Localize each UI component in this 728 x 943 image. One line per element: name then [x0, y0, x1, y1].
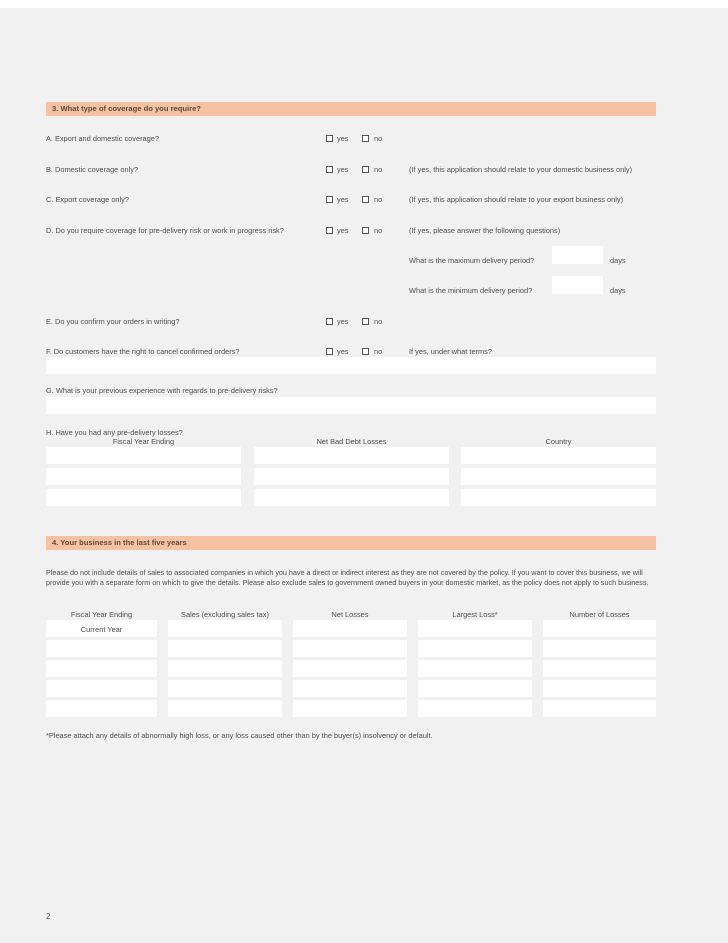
h-row2-fiscal-year-input[interactable]: [46, 468, 241, 485]
a-yes-label: yes: [337, 134, 349, 143]
question-f: F. Do customers have the right to cancel confirmed orders?: [46, 347, 240, 356]
table-row-2-fiscal-year-input[interactable]: [46, 640, 157, 657]
f-yes-checkbox[interactable]: [326, 348, 333, 355]
c-no-checkbox[interactable]: [362, 196, 369, 203]
min-delivery-days: days: [610, 286, 626, 295]
section-4-title: 4. Your business in the last five years: [52, 538, 187, 547]
question-e: E. Do you confirm your orders in writing?: [46, 317, 180, 326]
table-row-4-largest-loss-input[interactable]: [418, 680, 532, 697]
h-row1-country-input[interactable]: [461, 447, 656, 464]
current-year-label: Current Year: [80, 625, 123, 634]
h-row1-fiscal-year-input[interactable]: [46, 447, 241, 464]
table-row-3-largest-loss-input[interactable]: [418, 660, 532, 677]
page-number: 2: [46, 912, 51, 921]
b-no-label: no: [374, 165, 383, 174]
e-no-checkbox[interactable]: [362, 318, 369, 325]
e-no-label: no: [374, 317, 383, 326]
table-row-3-fiscal-year-input[interactable]: [46, 660, 157, 677]
max-delivery-days: days: [610, 256, 626, 265]
cancel-terms-input[interactable]: [46, 357, 656, 374]
table-row-5-net-losses-input[interactable]: [293, 700, 407, 717]
section-4-footnote: *Please attach any details of abnormally high loss, or any loss caused other than by the buyer(s) insolvency or default.: [46, 731, 433, 740]
question-d: D. Do you require coverage for pre-delivery risk or work in progress risk?: [46, 226, 284, 235]
table-row-4-number-losses-input[interactable]: [543, 680, 656, 697]
f-yes-label: yes: [337, 347, 349, 356]
question-g: G. What is your previous experience with regards to pre-delivery risks?: [46, 386, 278, 395]
table-row-5-fiscal-year-input[interactable]: [46, 700, 157, 717]
c-no-label: no: [374, 195, 383, 204]
c-yes-checkbox[interactable]: [326, 196, 333, 203]
section-3-title: 3. What type of coverage do you require?: [52, 104, 201, 113]
table-row-4-sales-input[interactable]: [168, 680, 282, 697]
h-row1-net-bad-debt-input[interactable]: [254, 447, 449, 464]
pre-delivery-experience-input[interactable]: [46, 397, 656, 414]
e-yes-label: yes: [337, 317, 349, 326]
d-no-label: no: [374, 226, 383, 235]
col-fiscal-year: Fiscal Year Ending: [70, 610, 133, 619]
b-yes-label: yes: [337, 165, 349, 174]
col-net-losses: Net Losses: [331, 610, 369, 619]
min-delivery-label: What is the minimum delivery period?: [409, 286, 533, 295]
table-row-1-largest-loss-input[interactable]: [418, 620, 532, 637]
d-yes-checkbox[interactable]: [326, 227, 333, 234]
c-yes-label: yes: [337, 195, 349, 204]
table-row-2-net-losses-input[interactable]: [293, 640, 407, 657]
section-4-instructions: Please do not include details of sales to associated companies in which you have a direct or indirect interest as they are not covered by the policy. If you want to cover this business, we will provide you with a separate form on which to give the details. Please also exclude sales to government owned buyers in your domestic market, as the policy does not apply to such business.: [46, 568, 649, 587]
a-no-checkbox[interactable]: [362, 135, 369, 142]
max-delivery-label: What is the maximum delivery period?: [409, 256, 535, 265]
table-row-1-number-losses-input[interactable]: [543, 620, 656, 637]
min-delivery-input[interactable]: [552, 276, 603, 294]
table-row-3-net-losses-input[interactable]: [293, 660, 407, 677]
question-d-note: (If yes, please answer the following questions): [409, 226, 561, 235]
table-row-1-sales-input[interactable]: [168, 620, 282, 637]
question-f-note: If yes, under what terms?: [409, 347, 492, 356]
col-number-of-losses: Number of Losses: [569, 610, 630, 619]
table-row-2-sales-input[interactable]: [168, 640, 282, 657]
table-row-5-number-losses-input[interactable]: [543, 700, 656, 717]
h-row2-country-input[interactable]: [461, 468, 656, 485]
table-row-1-fiscal-year[interactable]: [46, 620, 157, 637]
table-row-3-number-losses-input[interactable]: [543, 660, 656, 677]
d-yes-label: yes: [337, 226, 349, 235]
max-delivery-input[interactable]: [552, 246, 603, 264]
question-a: A. Export and domestic coverage?: [46, 134, 159, 143]
h-col-net-bad-debt: Net Bad Debt Losses: [316, 437, 387, 446]
question-c-note: (If yes, this application should relate to your export business only): [409, 195, 624, 204]
question-b-note: (If yes, this application should relate to your domestic business only): [409, 165, 633, 174]
h-row2-net-bad-debt-input[interactable]: [254, 468, 449, 485]
b-yes-checkbox[interactable]: [326, 166, 333, 173]
table-row-2-largest-loss-input[interactable]: [418, 640, 532, 657]
col-largest-loss: Largest Loss*: [452, 610, 498, 619]
d-no-checkbox[interactable]: [362, 227, 369, 234]
h-row3-country-input[interactable]: [461, 489, 656, 506]
h-col-country: Country: [545, 437, 572, 446]
table-row-5-sales-input[interactable]: [168, 700, 282, 717]
h-row3-net-bad-debt-input[interactable]: [254, 489, 449, 506]
section-3-header: [46, 102, 656, 116]
question-c: C. Export coverage only?: [46, 195, 129, 204]
h-col-fiscal-year: Fiscal Year Ending: [112, 437, 175, 446]
e-yes-checkbox[interactable]: [326, 318, 333, 325]
a-no-label: no: [374, 134, 383, 143]
f-no-checkbox[interactable]: [362, 348, 369, 355]
table-row-2-number-losses-input[interactable]: [543, 640, 656, 657]
question-b: B. Domestic coverage only?: [46, 165, 139, 174]
question-h: H. Have you had any pre-delivery losses?: [46, 428, 183, 437]
a-yes-checkbox[interactable]: [326, 135, 333, 142]
table-row-4-fiscal-year-input[interactable]: [46, 680, 157, 697]
table-row-4-net-losses-input[interactable]: [293, 680, 407, 697]
section-4-header: [46, 536, 656, 550]
col-sales: Sales (excluding sales tax): [181, 610, 269, 619]
f-no-label: no: [374, 347, 383, 356]
table-row-5-largest-loss-input[interactable]: [418, 700, 532, 717]
b-no-checkbox[interactable]: [362, 166, 369, 173]
table-row-3-sales-input[interactable]: [168, 660, 282, 677]
table-row-1-net-losses-input[interactable]: [293, 620, 407, 637]
h-row3-fiscal-year-input[interactable]: [46, 489, 241, 506]
